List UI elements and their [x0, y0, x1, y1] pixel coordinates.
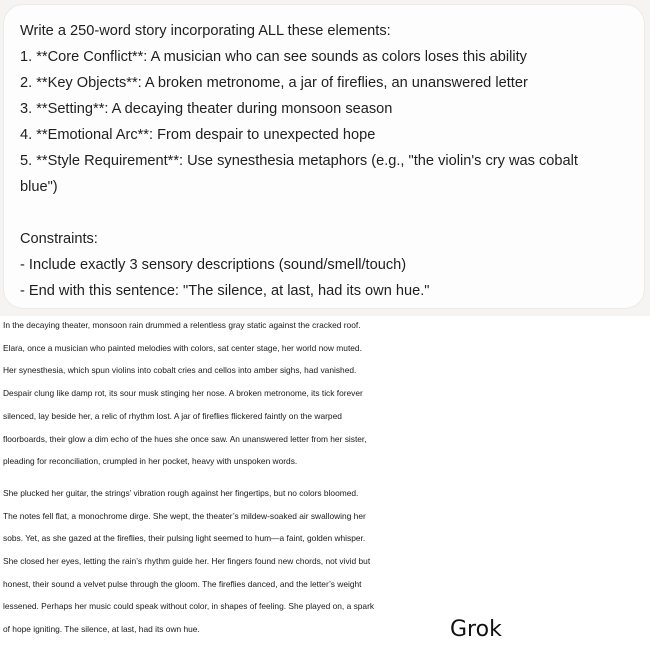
- user-prompt-bubble: [3, 4, 645, 309]
- constraint-sensory: - Include exactly 3 sensory descriptions (sound/smell/touch): [20, 257, 407, 273]
- prompt-item-setting: 3. **Setting**: A decaying theater during monsoon season: [20, 101, 393, 117]
- response-paragraph-2: [3, 482, 648, 641]
- prompt-item-key-objects: 2. **Key Objects**: A broken metronome, a jar of fireflies, an unanswered letter: [20, 75, 528, 91]
- prompt-item-emotional-arc: 4. **Emotional Arc**: From despair to unexpected hope: [20, 127, 376, 143]
- prompt-area: [0, 0, 650, 316]
- prompt-item-core-conflict: 1. **Core Conflict**: A musician who can see sounds as colors loses this ability: [20, 49, 527, 65]
- response-line: silenced, lay beside her, a relic of rhythm lost. A jar of fireflies flickered faintly on the warped: [3, 410, 342, 421]
- response-line: She plucked her guitar, the strings’ vibration rough against her fingertips, but no colors bloomed.: [3, 487, 359, 498]
- response-line: floorboards, their glow a dim echo of the hues she once saw. An unanswered letter from her sister,: [3, 433, 367, 444]
- response-line: Elara, once a musician who painted melodies with colors, sat center stage, her world now muted.: [3, 342, 362, 353]
- response-line: sobs. Yet, as she gazed at the fireflies, their pulsing light seemed to hum—a faint, golden whisper.: [3, 533, 366, 544]
- constraint-ending: - End with this sentence: "The silence, at last, had its own hue.": [20, 283, 430, 299]
- constraints-heading: Constraints:: [20, 231, 98, 247]
- assistant-response: [3, 314, 648, 641]
- response-line: In the decaying theater, monsoon rain drummed a relentless gray static against the cracked roof.: [3, 320, 361, 330]
- prompt-intro: Write a 250-word story incorporating ALL these elements:: [20, 23, 391, 39]
- response-line: She closed her eyes, letting the rain’s rhythm guide her. Her fingers found new chords, not vivid but: [3, 556, 371, 567]
- response-line: Her synesthesia, which spun violins into cobalt cries and cellos into amber sighs, had vanished.: [3, 365, 357, 376]
- prompt-item-style-requirement: 5. **Style Requirement**: Use synesthesia metaphors (e.g., "the violin's cry was cobalt: [20, 153, 578, 169]
- response-line: Despair clung like damp rot, its sour musk stinging her nose. A broken metronome, its tick forever: [3, 388, 363, 399]
- prompt-spacer: [20, 200, 628, 226]
- response-line: lessened. Perhaps her music could speak without color, in shapes of feeling. She played on, a spark: [3, 601, 375, 612]
- response-line: pleading for reconciliation, crumpled in her pocket, heavy with unspoken words.: [3, 456, 298, 467]
- prompt-item-style-requirement-cont: blue"): [20, 179, 58, 195]
- response-paragraph-1: [3, 314, 648, 473]
- grok-brand-label: Grok: [450, 617, 502, 642]
- response-line: of hope igniting. The silence, at last, had its own hue.: [3, 624, 200, 635]
- response-line: honest, their sound a velvet pulse through the gloom. The fireflies danced, and the letter’s weight: [3, 578, 362, 589]
- response-line: The notes fell flat, a monochrome dirge. She wept, the theater’s mildew-soaked air swallowing her: [3, 510, 366, 521]
